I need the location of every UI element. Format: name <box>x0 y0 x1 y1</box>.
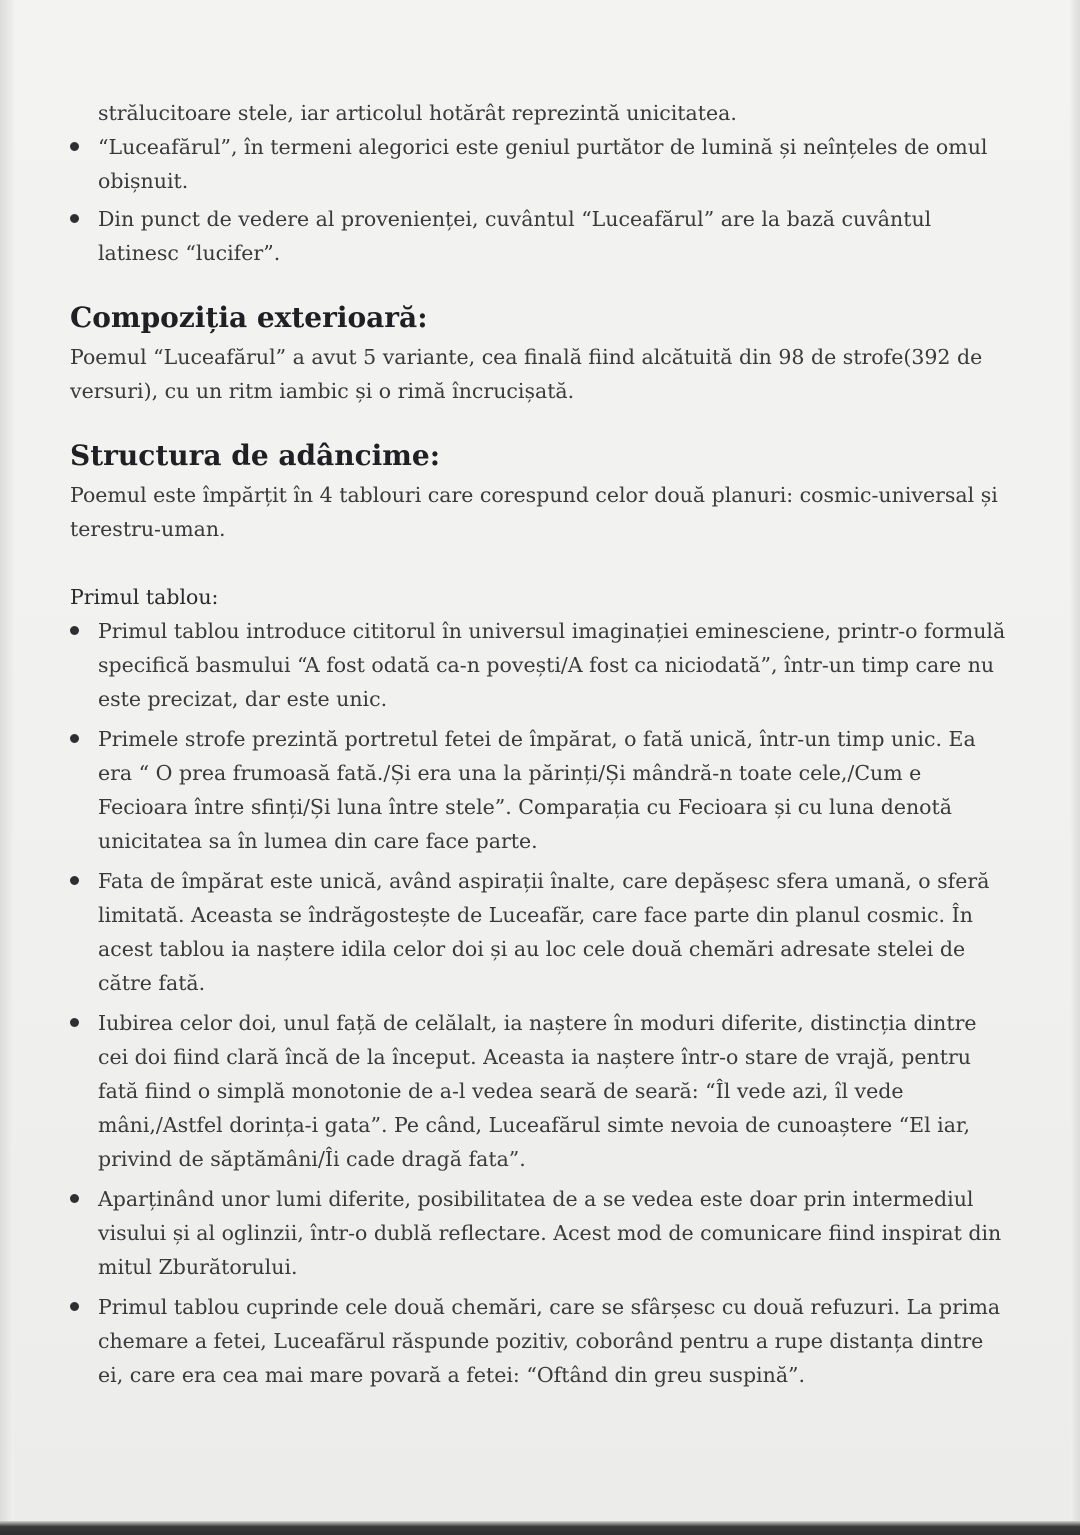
bullet-text: Primele strofe prezintă portretul fetei de împărat, o fată unică, într-un timp unic. Ea era “ O prea frumoasă fată./Și era una la părinți/Și mândră-n toate cele,/Cum e Fecioara între sfinți/Și luna între stele”. Comparația cu Fecioara și cu luna denotă unicitatea sa în lumea din care face parte. <box>98 727 976 853</box>
list-item <box>70 722 1010 858</box>
intro-continuation: strălucitoare stele, iar articolul hotărât reprezintă unicitatea. <box>98 101 737 125</box>
list-item <box>70 1182 1010 1284</box>
bullet-text: Din punct de vedere al provenienței, cuvântul “Luceafărul” are la bază cuvântul latinesc “lucifer”. <box>98 207 932 265</box>
bullet-icon <box>70 214 79 223</box>
bullet-text: Iubirea celor doi, unul față de celălalt, ia naștere în moduri diferite, distincția dintre cei doi fiind clară încă de la început. Aceasta ia naștere într-o stare de vrajă, pentru fată fiind o simplă monotonie de a-l vedea seară de seară: “Îl vede azi, îl vede mâni,/Astfel dorința-i gata”. Pe când, Luceafărul simte nevoia de cunoaștere “El iar, privind de săptămâni/Îi cade dragă fata”. <box>98 1011 977 1171</box>
bullet-icon <box>70 734 79 743</box>
bullet-icon <box>70 1018 79 1027</box>
composition-heading: Compoziția exterioară: <box>70 301 428 334</box>
first-tableau-label: Primul tablou: <box>70 585 219 609</box>
bullet-icon <box>70 1302 79 1311</box>
list-item <box>70 130 1010 198</box>
list-item <box>70 864 1010 1000</box>
composition-text: Poemul “Luceafărul” a avut 5 variante, cea finală fiind alcătuită din 98 de strofe(392 de versuri), cu un ritm iambic și o rimă încrucișată. <box>70 345 983 403</box>
list-item <box>70 1006 1010 1176</box>
list-item <box>70 614 1010 716</box>
list-item <box>70 1290 1010 1392</box>
bullet-text: Fata de împărat este unică, având aspirații înalte, care depășesc sfera umană, o sferă limitată. Aceasta se îndrăgostește de Luceafăr, care face parte din planul cosmic. În acest tablou ia naștere idila celor doi și au loc cele două chemări adresate stelei de către fată. <box>98 869 990 995</box>
bullet-icon <box>70 626 79 635</box>
bullet-text: Aparținând unor lumi diferite, posibilitatea de a se vedea este doar prin intermediul visului și al oglinzii, într-o dublă reflectare. Acest mod de comunicare fiind inspirat din mitul Zburătorului. <box>98 1187 1002 1279</box>
bullet-icon <box>70 142 79 151</box>
paper-edge-right <box>1070 0 1080 1535</box>
paper-edge-left <box>0 0 14 1535</box>
bullet-text: “Luceafărul”, în termeni alegorici este geniul purtător de lumină și neînțeles de omul obișnuit. <box>98 135 988 193</box>
bullet-text: Primul tablou introduce cititorul în universul imaginației eminesciene, printr-o formulă specifică basmului “A fost odată ca-n povești/A fost ca niciodată”, într-un timp care nu este precizat, dar este unic. <box>98 619 1006 711</box>
list-item <box>70 202 1010 270</box>
first-tableau-bullet-list <box>70 614 1010 1392</box>
structure-heading: Structura de adâncime: <box>70 439 441 472</box>
bullet-icon <box>70 1194 79 1203</box>
structure-text: Poemul este împărțit în 4 tablouri care corespund celor două planuri: cosmic-universal și terestru-uman. <box>70 483 998 541</box>
bullet-icon <box>70 876 79 885</box>
bullet-text: Primul tablou cuprinde cele două chemări, care se sfârșesc cu două refuzuri. La prima chemare a fetei, Luceafărul răspunde pozitiv, coborând pentru a rupe distanța dintre ei, care era cea mai mare povară a fetei: “Oftând din greu suspină”. <box>98 1295 1001 1387</box>
photo-bottom-edge <box>0 1521 1080 1535</box>
document-page <box>70 96 1010 1398</box>
intro-bullet-list <box>70 130 1010 270</box>
